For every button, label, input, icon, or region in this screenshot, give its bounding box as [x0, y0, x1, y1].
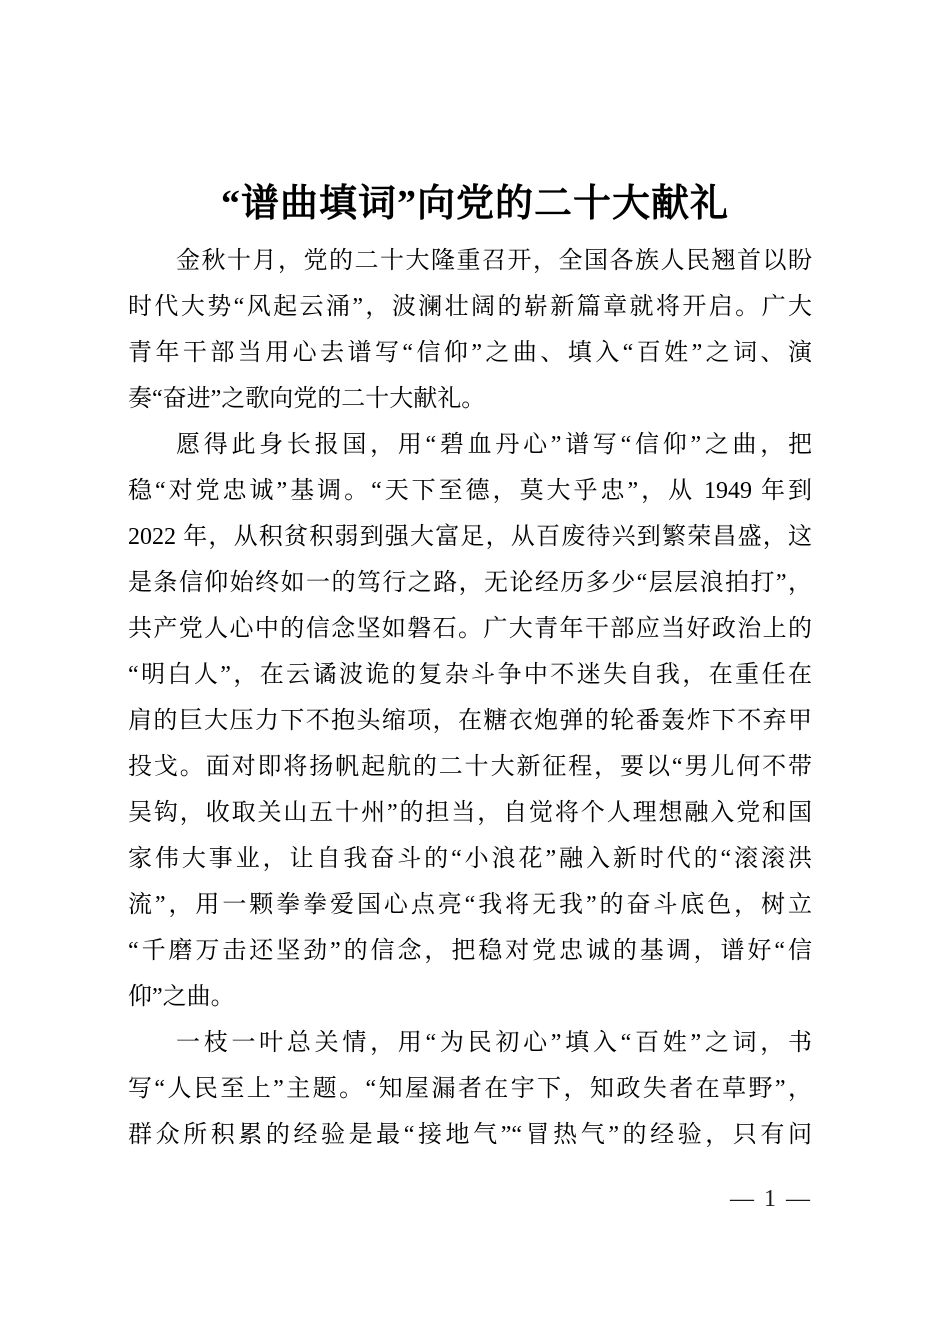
body-line: 青年干部当用心去谱写“信仰”之曲、填入“百姓”之词、演 [128, 340, 812, 366]
body-line: 仰”之曲。 [128, 984, 235, 1010]
body-line: 投戈。面对即将扬帆起航的二十大新征程，要以“男儿何不带 [128, 754, 812, 780]
body-line: 吴钩，收取关山五十州”的担当，自觉将个人理想融入党和国 [128, 800, 812, 826]
body-line: 共产党人心中的信念坚如磐石。广大青年干部应当好政治上的 [128, 616, 812, 642]
body-line: 金秋十月，党的二十大隆重召开，全国各族人民翘首以盼 [176, 248, 812, 274]
paragraph [128, 238, 812, 422]
body-line: 2022 年，从积贫积弱到强大富足，从百废待兴到繁荣昌盛，这 [128, 524, 812, 550]
body-line: 一枝一叶总关情，用“为民初心”填入“百姓”之词，书 [176, 1030, 812, 1056]
document-title: “谱曲填词”向党的二十大献礼 [220, 183, 729, 225]
body-line: 时代大势“风起云涌”，波澜壮阔的崭新篇章就将开启。广大 [128, 294, 812, 320]
body-line: “明白人”，在云谲波诡的复杂斗争中不迷失自我，在重任在 [128, 662, 812, 688]
body-line: 愿得此身长报国，用“碧血丹心”谱写“信仰”之曲，把 [176, 432, 812, 458]
body-line: 群众所积累的经验是最“接地气”“冒热气”的经验，只有问 [128, 1122, 812, 1148]
body-line: 奏“奋进”之歌向党的二十大献礼。 [128, 386, 486, 412]
body-line: 稳“对党忠诚”基调。“天下至德，莫大乎忠”，从 1949 年到 [128, 478, 812, 504]
page-number: — 1 — [730, 1186, 812, 1212]
body-line: “千磨万击还坚劲”的信念，把稳对党忠诚的基调，谱好“信 [128, 938, 812, 964]
paragraph [128, 1020, 812, 1158]
document-body [128, 238, 812, 1158]
body-line: 家伟大事业，让自我奋斗的“小浪花”融入新时代的“滚滚洪 [128, 846, 812, 872]
body-line: 流”，用一颗拳拳爱国心点亮“我将无我”的奋斗底色，树立 [128, 892, 812, 918]
body-line: 肩的巨大压力下不抱头缩项，在糖衣炮弹的轮番轰炸下不弃甲 [128, 708, 812, 734]
body-line: 写“人民至上”主题。“知屋漏者在宇下，知政失者在草野”， [128, 1076, 812, 1102]
body-line: 是条信仰始终如一的笃行之路，无论经历多少“层层浪拍打”， [128, 570, 812, 596]
paragraph [128, 422, 812, 1020]
